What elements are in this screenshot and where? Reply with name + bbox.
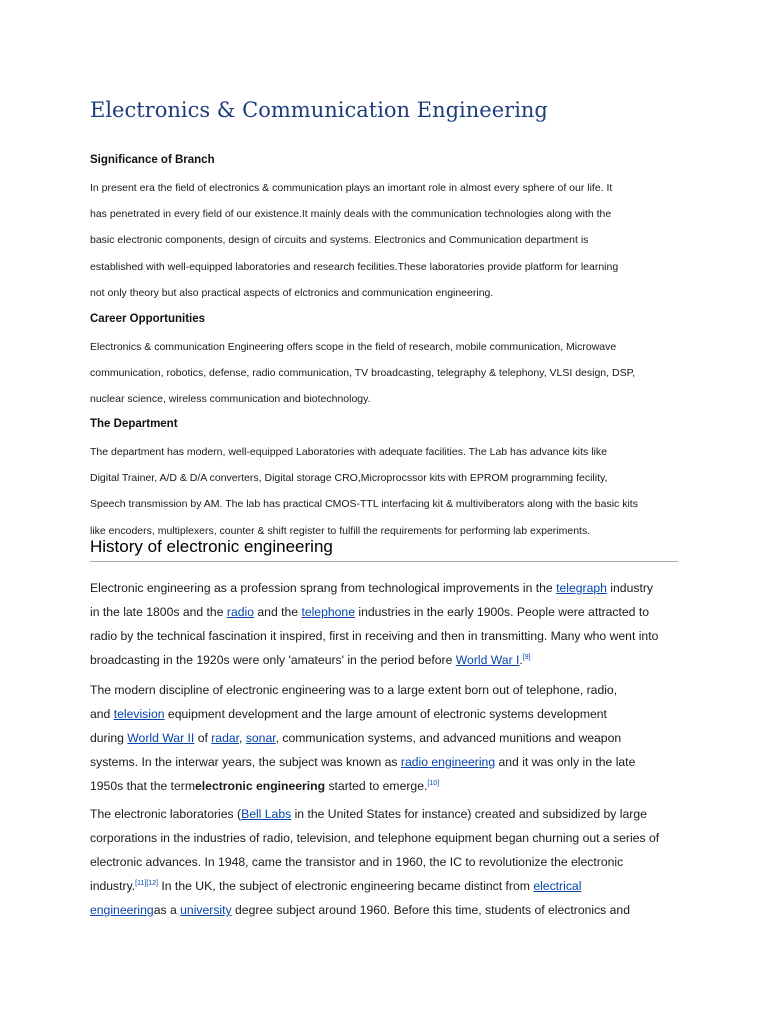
text-line	[90, 702, 690, 726]
reference-9[interactable]: [9]	[522, 653, 531, 661]
history-paragraph-1	[90, 576, 690, 672]
text-line: radio by the technical fascination it inspired, first in receiving and then in transmitting. Many who went into	[90, 629, 659, 643]
text-line: The modern discipline of electronic engineering was to a large extent born out of telephone, radio,	[90, 683, 618, 697]
text-line: communication, robotics, defense, radio communication, TV broadcasting, telegraphy & telephony, VLSI design, DSP,	[90, 367, 636, 380]
text-line: established with well-equipped laboratories and research fecilities.These laboratories provide platform for learning	[90, 260, 619, 273]
text-line	[90, 726, 690, 750]
text-line: has penetrated in every field of our existence.It mainly deals with the communication technologies along with the	[90, 208, 612, 221]
text-run: broadcasting in the 1920s were only 'amateurs' in the period before	[90, 653, 456, 667]
text-run: as a	[153, 903, 181, 917]
link-sonar[interactable]: sonar	[245, 731, 276, 745]
text-run: systems. In the interwar years, the subject was known as	[90, 755, 401, 769]
section-heading-department: The Department	[90, 418, 178, 430]
text-line: In present era the field of electronics & communication plays an imortant role in almost every sphere of our life. It	[90, 182, 613, 194]
text-run: In the UK, the subject of electronic engineering became distinct from	[158, 879, 534, 893]
text-line: Speech transmission by AM. The lab has practical CMOS-TTL interfacing kit & multiviberators along with the basic kits	[90, 498, 638, 511]
section-body-significance	[90, 175, 690, 306]
text-line: The department has modern, well-equipped Laboratories with adequate facilities. The Lab has advance kits like	[90, 446, 607, 458]
text-line	[90, 898, 690, 922]
text-run: in the late 1800s and the	[90, 605, 227, 619]
text-line	[90, 802, 690, 826]
page-title: Electronics & Communication Engineering	[90, 98, 548, 122]
link-world-war-2[interactable]: World War II	[127, 731, 195, 745]
text-line	[90, 600, 690, 624]
text-run: .	[519, 653, 523, 667]
text-line: basic electronic components, design of circuits and systems. Electronics and Communication department is	[90, 234, 589, 247]
section-body-career	[90, 334, 690, 413]
link-engineering[interactable]: engineering	[90, 903, 154, 917]
link-radio[interactable]: radio	[226, 605, 254, 619]
text-run: started to emerge.	[325, 779, 428, 793]
text-run: industry.	[90, 879, 136, 893]
text-line: nuclear science, wireless communication and biotechnology.	[90, 393, 371, 406]
text-run: The electronic laboratories (	[90, 807, 242, 821]
link-telephone[interactable]: telephone	[301, 605, 355, 619]
text-line: like encoders, multiplexers, counter & shift register to fulfill the requirements for performing lab experiments.	[90, 524, 591, 537]
link-radio-engineering[interactable]: radio engineering	[400, 755, 496, 769]
link-bell-labs[interactable]: Bell Labs	[241, 807, 292, 821]
reference-11[interactable]: [11]	[135, 879, 147, 887]
text-line: Electronics & communication Engineering offers scope in the field of research, mobile communication, Microwave	[90, 341, 617, 353]
text-run: equipment development and the large amount of electronic systems development	[164, 707, 607, 721]
text-line: electronic advances. In 1948, came the transistor and in 1960, the IC to revolutionize the electronic	[90, 855, 624, 869]
text-line	[90, 750, 690, 774]
history-heading: History of electronic engineering	[90, 537, 678, 562]
text-line: Digital Trainer, A/D & D/A converters, Digital storage CRO,Microprocssor kits with EPROM programming fecility,	[90, 472, 608, 485]
text-line	[90, 774, 690, 798]
text-run: in the United States for instance) created and subsidized by large	[291, 807, 647, 821]
text-run: and it was only in the late	[495, 755, 636, 769]
text-run: 1950s that the term	[90, 779, 196, 793]
text-line	[90, 576, 690, 600]
history-paragraph-2	[90, 678, 690, 798]
text-line	[90, 648, 690, 672]
section-body-department	[90, 439, 690, 544]
history-paragraph-3	[90, 802, 690, 922]
text-run: of	[194, 731, 212, 745]
link-telegraph[interactable]: telegraph	[556, 581, 607, 595]
text-line	[90, 874, 690, 898]
text-run: ,	[239, 731, 246, 745]
reference-12[interactable]: [12]	[146, 879, 158, 887]
text-run: during	[90, 731, 128, 745]
text-run: degree subject around 1960. Before this time, students of electronics and	[231, 903, 630, 917]
section-heading-significance: Significance of Branch	[90, 154, 215, 166]
text-run: industry	[606, 581, 653, 595]
link-world-war-1[interactable]: World War I	[455, 653, 520, 667]
section-heading-career: Career Opportunities	[90, 313, 206, 325]
reference-10[interactable]: [10]	[427, 779, 440, 787]
text-run: industries in the early 1900s. People were attracted to	[354, 605, 650, 619]
link-radar[interactable]: radar	[211, 731, 240, 745]
text-run: and	[90, 707, 114, 721]
text-line: not only theory but also practical aspects of elctronics and communication engineering.	[90, 286, 494, 299]
bold-term: electronic engineering	[195, 779, 326, 793]
link-electrical[interactable]: electrical	[533, 879, 582, 893]
link-university[interactable]: university	[180, 903, 232, 917]
link-television[interactable]: television	[113, 707, 165, 721]
text-line: corporations in the industries of radio, television, and telephone equipment began churning out a series of	[90, 831, 660, 845]
text-run: and the	[254, 605, 302, 619]
text-run: Electronic engineering as a profession sprang from technological improvements in the	[90, 581, 557, 595]
text-run: , communication systems, and advanced munitions and weapon	[275, 731, 622, 745]
